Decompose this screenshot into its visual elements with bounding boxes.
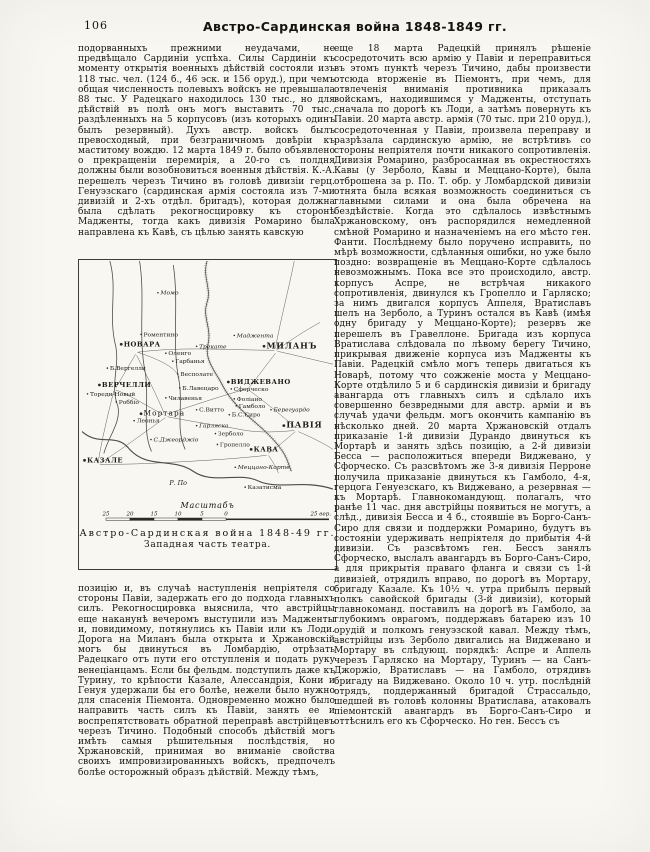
svg-text:Б.Лавецаро: Б.Лавецаро <box>182 384 219 392</box>
ticino-river <box>206 261 292 471</box>
running-title: Австро-Сардинская война 1848-1849 гг. <box>202 19 508 34</box>
svg-text:Момо: Момо <box>160 289 179 297</box>
svg-text:Роментино: Роментино <box>143 331 178 339</box>
map-drawing <box>81 261 334 499</box>
left-column-text-bottom: позицію и, въ случаѣ наступленія непріятеля со стороны Павіи, задержать его до подхода главныхъ силъ. Рекогносцировка выяснила, что австрійцы еще наканунѣ вечеромъ выступили изъ Мадженты и, повидимому, потянулись къ Павіи или къ Лоди. Дорога на Миланъ была открыта и Хржановскій могъ бы двинуться въ Ломбардію, отрѣзать Радецкаго отъ пути его отступленія и подать руку венеціанцамъ. Если бы фельдм. подступилъ даже къ Турину, то крѣпости Казале, Алессандрія, Кони и Генуя удержали бы его болѣе, нежели было нужно для спасенія Піемонта. Одновременно можно было направить часть силъ къ Павіи, занять ее и воспрепятствовать обратной переправѣ австрійцевъ черезъ Тичино. Подобный способъ дѣйствій могъ имѣть самыя рѣшительныя послѣдствія, но Хржановскій, принимая во вниманіе свойства своихъ импровизированныхъ войскъ, предпочелъ болѣе осторожный образъ дѣйствій. Между тѣмъ, <box>78 584 335 778</box>
svg-text:Б.С.Сиро: Б.С.Сиро <box>231 411 261 419</box>
figure-caption-line1: Австро-Сардинская война 1848-49 гг. <box>79 528 336 539</box>
svg-text:Маджента: Маджента <box>236 332 274 340</box>
svg-text:КАЗАЛЕ: КАЗАЛЕ <box>87 456 124 465</box>
svg-text:Гарляска: Гарляска <box>199 422 229 430</box>
svg-text:ВЕРЧЕЛЛИ: ВЕРЧЕЛЛИ <box>101 380 152 389</box>
svg-text:0: 0 <box>224 511 228 518</box>
map-svg <box>81 261 334 499</box>
svg-text:Оленго: Оленго <box>168 350 192 358</box>
svg-text:Зерболо: Зерболо <box>217 430 244 438</box>
svg-text:Казатисма: Казатисма <box>247 484 282 492</box>
svg-text:Фоліано: Фоліано <box>236 395 263 403</box>
figure-caption-line2: Западная часть театра. <box>144 540 271 550</box>
svg-text:КАВА: КАВА <box>253 445 279 454</box>
svg-text:Гропелло: Гропелло <box>219 441 250 449</box>
map-scale-label: Масштабъ <box>180 501 235 510</box>
svg-text:5: 5 <box>200 511 204 518</box>
svg-text:ПАВІЯ: ПАВІЯ <box>286 419 323 430</box>
svg-text:Мортара: Мортара <box>143 408 186 418</box>
ticino-marsh <box>206 261 292 471</box>
svg-text:15: 15 <box>150 511 158 518</box>
svg-text:Б.Вергелли: Б.Вергелли <box>109 365 146 373</box>
svg-text:Тореди-Новый: Тореди-Новый <box>89 390 136 398</box>
svg-text:Трекате: Трекате <box>199 343 227 351</box>
svg-text:МИЛАНЪ: МИЛАНЪ <box>266 340 318 351</box>
svg-text:С.Джеорджіо: С.Джеорджіо <box>153 436 199 444</box>
svg-text:25 вер.: 25 вер. <box>310 511 331 518</box>
page-number: 106 <box>84 19 108 32</box>
svg-text:20: 20 <box>126 511 134 518</box>
svg-text:С.Витто: С.Витто <box>199 406 224 414</box>
right-column-text: еще 18 марта Радецкій принялъ рѣшеніе сосредоточить всю армію у Павіи и переправиться въ этомъ пунктѣ черезъ Тичино, дабы произвести отсюда вторженіе въ Піемонтъ, при чемъ, для отвлеченія вниманія противника приказалъ войскамъ, находившимся у Мадженты, отступать сначала по дорогѣ къ Лоди, а затѣмъ повернуть къ Павіи. 20 марта австр. армія (70 тыс. при 210 оруд.), сосредоточенная у Павіи, произвела переправу и разрѣзала сардинскую армію, не встрѣтивъ со стороны непріятеля почти никакого сопротивленія. Дивизія Ромарино, разбросанная въ окрестностяхъ Кавы (у Зерболо, Кавы и Меццано-Корте), была отброшена за р. По. Т. обр. у Ломбардской дивизіи отнята была всякая возможность соединиться съ главными силами и она была обречена на бездѣйствіе. Когда это сдѣлалось извѣстнымъ Хржановскому, онъ распорядился немедленной смѣной Ромарино и назначеніемъ на его мѣсто ген. Фанти. Послѣднему было поручено исправить, по мѣрѣ возможности, сдѣланныя ошибки, но уже было поздно: возвращеніе въ Меццано-Корте сдѣлалось невозможнымъ. Пока все это происходило, австр. корпусъ Аспре, не встрѣчая никакого сопротивленія, двинулся къ Гропелло и Гарляско; за нимъ двигался корпусъ Аппеля, Вратиславъ шелъ на Зерболо, а Туринъ остался въ Кавѣ (имѣя одну бригаду у Меццано-Корте); резервъ же перешелъ въ Гравеллоне. Бригада изъ корпуса Вратислава слѣдовала по лѣвому берегу Тичино, прикрывая движеніе корпуса изъ Мадженты къ Павіи. Радецкій смѣло могъ теперь двигаться къ Новарѣ, потому что сожженіе моста у Меццано-Корте отдѣлило 5 и 6 сардинскія дивизіи и бригаду авангарда отъ главныхъ силъ и сдѣлало ихъ совершенно безвредными для австр. арміи и въ случаѣ удачи фельдм. могъ окончить кампанію въ нѣсколько дней. 20 марта Хржановскій отдалъ приказаніе 1-й дивизіи Дурандо двинуться къ Мортарѣ и занять здѣсь позицію, а 2-й дивизіи Бесса — расположиться впереди Виджевано, у Сфорческо. Съ разсвѣтомъ же 3-я дивизія Перроне получила приказаніе двинуться къ Гамболо, 4-я, герцога Генуезскаго, къ Виджевано, а резервная — къ Мортарѣ. Главнокомандующ. полагалъ, что ранѣе 11 час. дня австрійцы появиться не могутъ, а слѣд., дивизія Бесса и 4 б., стоявшіе въ Борго-Санъ-Сиро для связи и поддержки Ромарино, будутъ въ состояніи удерживать непріятеля до прибытія 4-й дивизіи. Съ разсвѣтомъ ген. Бессъ занялъ Сфорческо, выслалъ авангардъ въ Борго-Санъ-Сиро, а для прикрытія праваго фланга и связи съ 1-й дивизіей, отрядилъ вправо, по дорогѣ въ Мортару, бригаду Казале. Къ 10½ ч. утра прибылъ первый полкъ савойской бригады (3-й дивизіи), который главнокоманд. поставилъ на дорогѣ въ Гамболо, за глубокимъ оврагомъ, поддержавъ батарею изъ 10 орудій и полкомъ генуэзской кавал. Между тѣмъ, австрійцы изъ Зерболо двигались на Виджевано и Мортару въ слѣдующ. порядкѣ: Аспре и Аппель черезъ Гарляско на Мортару, Туринъ — на Санъ-Джоржіо, Вратиславъ — на Гамболо, отрядивъ бригаду на Виджевано. Около 10 ч. утр. послѣдній отрядъ, поддержанный бригадой Страссальдо, шедшей въ головѣ колонны Вратислава, атаковалъ піемонтскій авангардъ въ Борго-Санъ-Сиро и оттѣснилъ его къ Сфорческо. Но ген. Бессъ съ <box>334 44 591 728</box>
svg-text:Леонья: Леонья <box>136 417 160 425</box>
svg-text:НОВАРА: НОВАРА <box>123 340 161 349</box>
svg-text:10: 10 <box>174 511 182 518</box>
svg-text:ВИДЖЕВАНО: ВИДЖЕВАНО <box>230 377 291 386</box>
svg-text:Сфорческо: Сфорческо <box>233 385 269 393</box>
svg-text:Гарбанья: Гарбанья <box>175 358 205 366</box>
map-figure <box>78 259 337 570</box>
svg-text:Берегуардо: Берегуардо <box>273 406 310 414</box>
svg-text:25: 25 <box>102 511 110 518</box>
svg-text:Меццано-Корте: Меццано-Корте <box>237 464 290 472</box>
svg-text:Чилавенья: Чилавенья <box>168 394 202 402</box>
left-column-text-top: подорванныхъ прежними неудачами, не предвѣщало Сардиніи успѣха. Силы Сардиніи къ моменту открытія военныхъ дѣйствій состояли изъ 118 тыс. чел. (124 б., 46 эск. и 156 оруд.), при чемъ общая численность полевыхъ войскъ не превышала 88 тыс. У Радецкаго находилось 130 тыс., но для дѣйствій въ полѣ онъ могъ выставить 70 тыс., раздѣленныхъ на 5 корпусовъ (изъ которыхъ одинъ былъ резервный). Духъ австр. войскъ былъ превосходный, при безграничномъ довѣріи къ маститому вождю. 12 марта 1849 г. было объявлено о прекращеніи перемирія, а 20-го съ полдня должны были возобновиться военныя дѣйствія. К.-А. перешелъ черезъ Тичино въ головѣ дивизіи герц. Генуэзскаго (сардинская армія состояла изъ 7-ми дивизій и 2-хъ отдѣл. бригадъ), которая должна была сдѣлать рекогносцировку къ сторонѣ Мадженты, тогда какъ дивизія Ромарино была направлена къ Кавѣ, съ цѣлью занять кавскую <box>78 44 335 238</box>
sesia-river <box>104 261 119 453</box>
svg-text:Роббіо: Роббіо <box>118 398 139 406</box>
svg-text:Р. По: Р. По <box>169 480 187 488</box>
map-scale-bar <box>81 510 334 524</box>
svg-text:Гамболо: Гамболо <box>238 402 266 410</box>
svg-text:Весполате: Весполате <box>180 371 214 379</box>
